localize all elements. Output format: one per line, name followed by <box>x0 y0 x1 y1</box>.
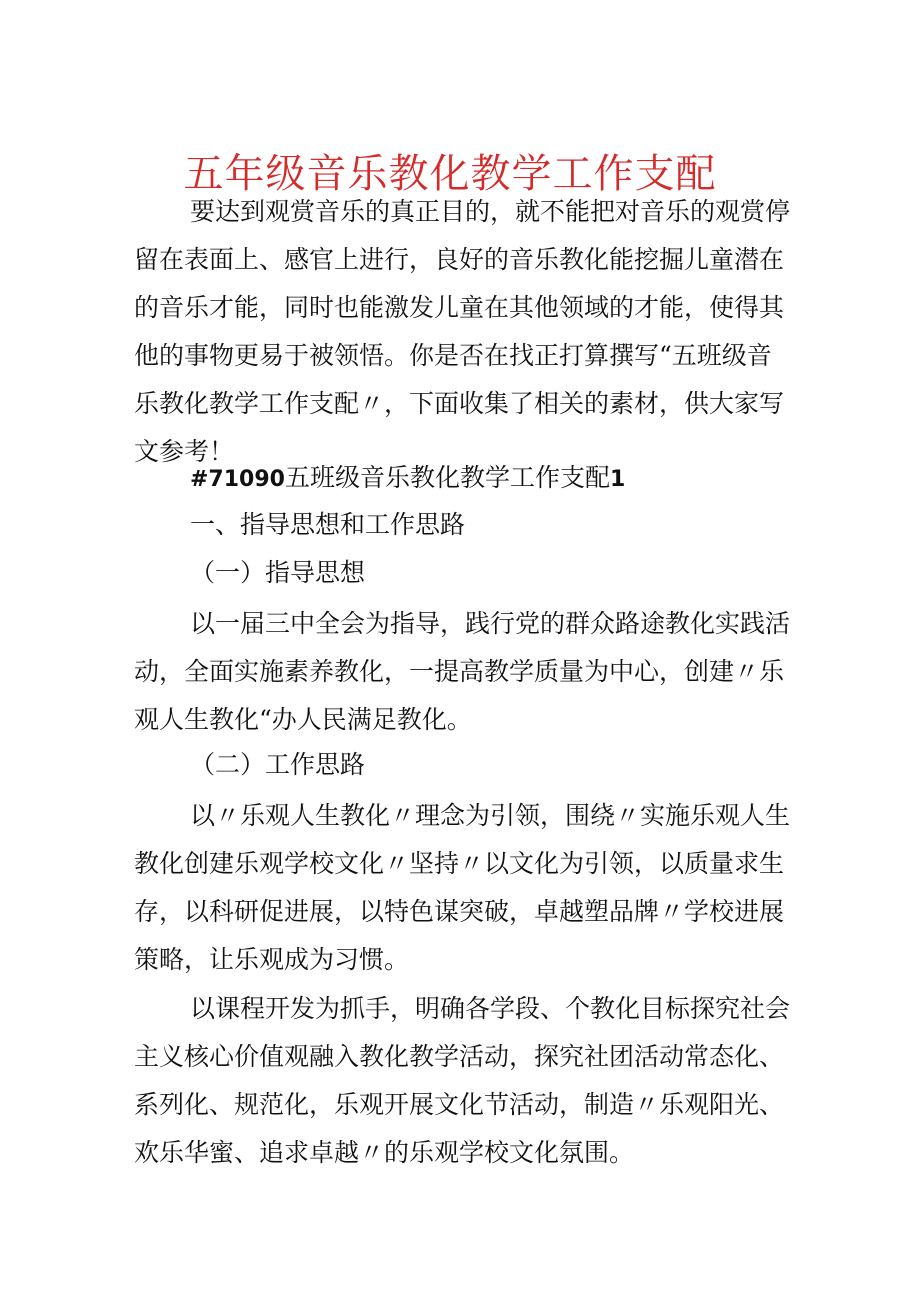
section-heading-text: 五班级音乐教化教学工作支配 <box>284 463 610 492</box>
work-approach-paragraph-1: 以〃乐观人生教化〃理念为引领，围绕〃实施乐观人生教化创建乐观学校文化〃坚持〃以文化为引领，以质量求生存，以科研促进展，以特色谋突破，卓越塑品牌〃学校进展策略，让乐观成为习惯。 <box>134 801 791 974</box>
intro-paragraph: 要达到观赏音乐的真正目的，就不能把对音乐的观赏停留在表面上、感官上进行，良好的音乐教化能挖掘儿童潜在的音乐才能，同时也能激发儿童在其他领域的才能，使得其他的事物更易于被领悟。你是否在找正打算撰写“五班级音乐教化教学工作支配〃，下面收集了相关的素材，供大家写文参考！ <box>134 197 791 466</box>
heading-guiding-and-work: 一、指导思想和工作思路 <box>190 510 466 539</box>
guiding-thought-paragraph: 以一届三中全会为指导，践行党的群众路途教化实践活动，全面实施素养教化，一提高教学质量为中心，创建〃乐观人生教化“办人民满足教化。 <box>134 609 791 734</box>
subheading-guiding-thought: （一）指导思想 <box>190 558 366 587</box>
section-heading <box>190 458 625 500</box>
document-title: 五年级音乐教化教学工作支配 <box>183 151 717 197</box>
section-number: #71090 <box>190 467 285 492</box>
section-heading-suffix: 1 <box>610 467 626 492</box>
subheading-work-approach: （二）工作思路 <box>190 750 366 779</box>
work-approach-paragraph-2: 以课程开发为抓手，明确各学段、个教化目标探究社会主义核心价值观融入教化教学活动，探究社团活动常态化、系列化、规范化，乐观开展文化节活动，制造〃乐观阳光、欢乐华蜜、追求卓越〃的乐观学校文化氛围。 <box>134 994 791 1167</box>
